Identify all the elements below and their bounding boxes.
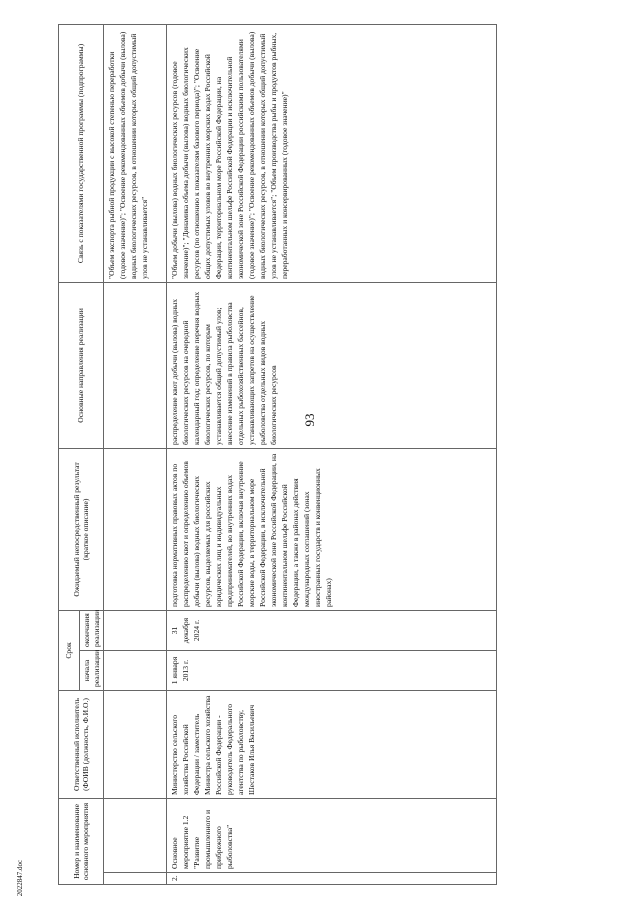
table-row-continued	[104, 24, 167, 884]
cell-name: Основное мероприятие 1.2 "Развитие промышленного и прибрежного рыболовства"	[167, 798, 497, 872]
cell-result: подготовка нормативных правовых актов по распределению квот и определению объемов добычи (вылова) водных биологических ресурсов, выделяемых для российских юридических лиц и индивидуальных предпринимателей, во внутренних водах Российской Федерации, включая внутренние морские воды, в территориальном море Российской Федерации, в исключительной экономической зоне Российской Федерации, на континентальном шельфе Российской Федерации, а также в районах действия международных соглашений (зонах иностранных государств и конвенционных районах)	[167, 448, 497, 610]
cell-link: "Объем добычи (вылова) водных биологических ресурсов (годовое значение)"; "Динамика объема добычи (вылова) водных биологических ресурсов (по отношению к показателям базового периода)"; "Освоение общих допустимых уловов во внутренних морских водах Российской Федерации, территориальном море Российской Федерации, на континентальном шельфе Российской Федерации и исключительной экономической зоне Российской Федерации российскими пользователями (годовое значение)"; "Освоение рекомендованных объемов добычи (вылова) водных биологических ресурсов, в отношении которых общий допустимый улов не устанавливается"; "Объем производства рыбы и продуктов рыбных, переработанных и консервированных (годовое значение)"	[167, 24, 497, 282]
document-code: 2022847.doc	[16, 859, 24, 897]
header-start: начала реализации	[80, 650, 104, 690]
header-responsible: Ответственный исполнитель (ФОИВ (должность, Ф.И.О.)	[59, 690, 104, 798]
header-term: Срок	[59, 610, 80, 690]
activities-table-wrapper	[58, 25, 563, 885]
cell-end: 31 декабря 2024 г.	[167, 610, 497, 650]
header-result: Ожидаемый непосредственный результат (краткое описание)	[59, 448, 104, 610]
table-row	[167, 24, 497, 884]
cell-link-continued: "Объем экспорта рыбной продукции с высокой степенью переработки (годовое значение)"; "Освоение рекомендованных объемов добычи (вылова) водных биологических ресурсов, в отношении которых общий допустимый улов не устанавливается"	[104, 24, 167, 282]
cell-responsible: Министерство сельского хозяйства Российской Федерации / заместитель Министра сельского хозяйства Российской Федерации - руководитель Федерального агентства по рыболовству, Шестаков Илья Васильевич	[167, 690, 497, 798]
header-name: Номер и наименование основного мероприятия	[59, 798, 104, 884]
table-header-row	[59, 24, 80, 884]
header-link: Связь с показателями государственной программы (подпрограммы)	[59, 24, 104, 282]
header-directions: Основные направления реализации	[59, 282, 104, 448]
header-end: окончания реализации	[80, 610, 104, 650]
activities-table	[58, 24, 497, 885]
cell-start: 1 января 2013 г.	[167, 650, 497, 690]
cell-number: 2.	[167, 873, 497, 885]
page-number: 93	[302, 413, 317, 427]
cell-directions: распределение квот добычи (вылова) водных биологических ресурсов на очередной календарный год; определение перечня водных биологических ресурсов, по которым устанавливается общий допустимый улов; внесение изменений в правила рыболовства отдельных рыбохозяйственных бассейнов, устанавливающих запретов на осуществление рыболовства отдельных видов водных биологических ресурсов	[167, 282, 497, 448]
